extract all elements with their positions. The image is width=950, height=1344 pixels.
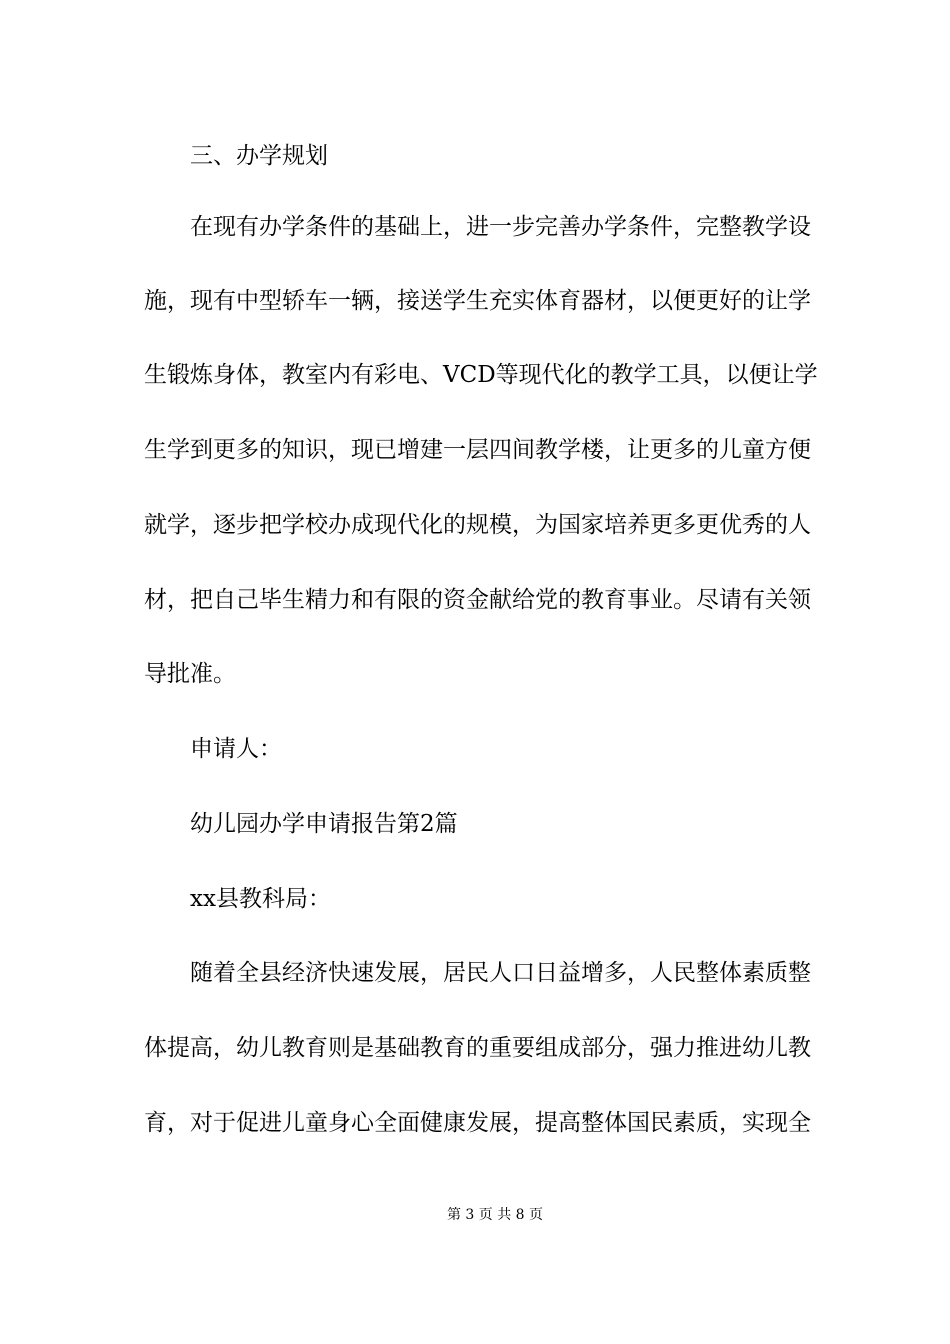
paragraph-line: 在现有办学条件的基础上，进一步完善办学条件，完整教学设 xyxy=(190,214,811,240)
paragraph-line: 生学到更多的知识，现已增建一层四间教学楼，让更多的儿童方便 xyxy=(144,437,811,463)
paragraph-line: 施，现有中型轿车一辆，接送学生充实体育器材，以便更好的让学 xyxy=(144,288,811,314)
article-title: 幼儿园办学申请报告第2篇 xyxy=(190,811,458,837)
paragraph-line: 生锻炼身体，教室内有彩电、VCD等现代化的教学工具，以便让学 xyxy=(144,362,818,388)
applicant-label: 申请人： xyxy=(190,736,282,762)
paragraph-line: 育，对于促进儿童身心全面健康发展，提高整体国民素质，实现全 xyxy=(144,1110,811,1136)
addressee: xx县教科局： xyxy=(190,886,331,912)
page-indicator: 第 3 页 共 8 页 xyxy=(446,1207,544,1223)
paragraph-line: 体提高，幼儿教育则是基础教育的重要组成部分，强力推进幼儿教 xyxy=(144,1035,811,1061)
paragraph-line: 材，把自己毕生精力和有限的资金献给党的教育事业。尽请有关领 xyxy=(144,587,811,613)
paragraph-line: 导批准。 xyxy=(144,661,236,687)
section-heading: 三、办学规划 xyxy=(190,143,328,169)
paragraph-line: 随着全县经济快速发展，居民人口日益增多，人民整体素质整 xyxy=(190,960,811,986)
paragraph-line: 就学，逐步把学校办成现代化的规模，为国家培养更多更优秀的人 xyxy=(144,512,811,538)
